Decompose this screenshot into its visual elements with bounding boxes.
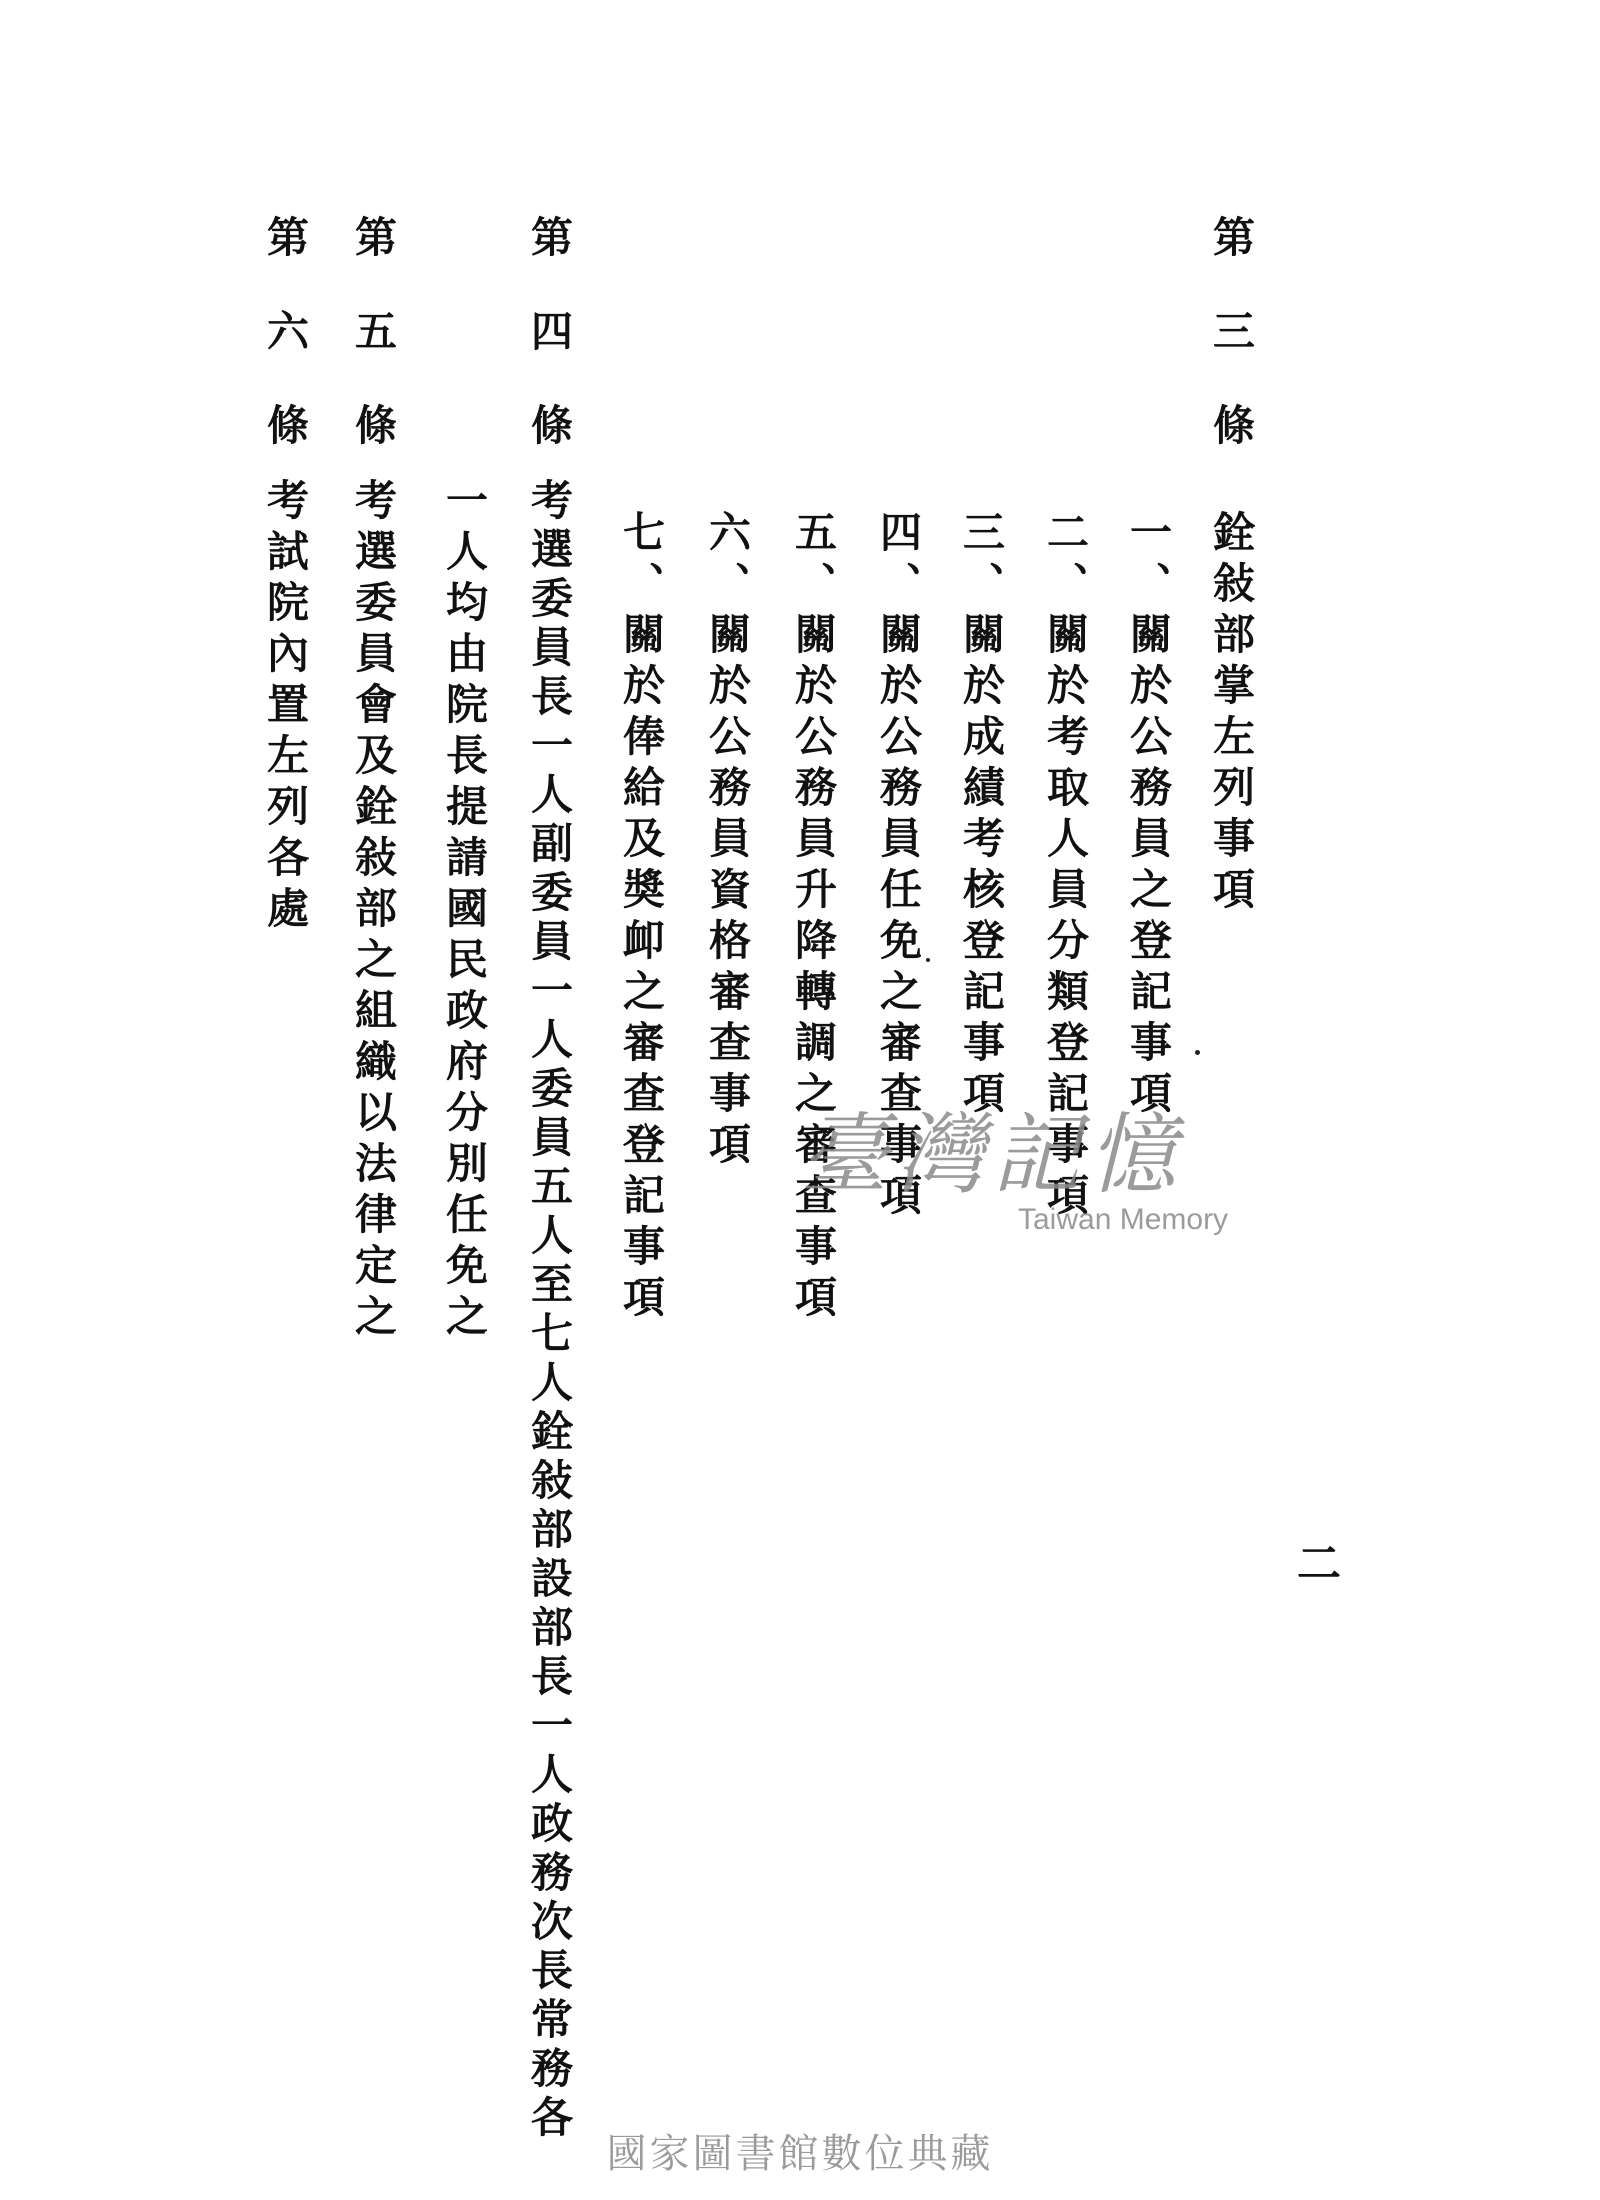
watermark-english: Taiwan Memory xyxy=(1018,1203,1229,1236)
article-3-item-3: 三、關於成績考核登記事項 xyxy=(957,510,1006,1122)
article-4-label: 第四條 xyxy=(525,215,574,497)
article-6-text: 考試院內置左列各處 xyxy=(261,478,310,937)
scan-speck xyxy=(1195,1050,1200,1055)
article-5-label: 第五條 xyxy=(349,215,398,497)
article-3-item-2: 二、關於考取人員分類登記事項 xyxy=(1041,510,1090,1224)
article-4-line-1: 考選委員長一人副委員一人委員五人至七人銓敍部設部長一人政務次長常務各 xyxy=(525,478,574,2144)
watermark-chinese: 臺灣記憶 xyxy=(800,1103,1185,1206)
article-3-item-5: 五、關於公務員升降轉調之審查事項 xyxy=(789,510,838,1326)
article-6-label: 第六條 xyxy=(261,215,310,497)
article-3-item-1: 一、關於公務員之登記事項 xyxy=(1124,510,1173,1122)
article-3-text: 銓敍部掌左列事項 xyxy=(1207,510,1256,918)
footer-collection-credit: 國家圖書館數位典藏 xyxy=(606,2131,994,2177)
article-3-item-4: 四、關於公務員任免之審查事項 xyxy=(874,510,923,1224)
scan-speck xyxy=(926,958,930,962)
page-number: 二 xyxy=(1289,1540,1340,1584)
article-3-item-7: 七、關於俸給及奬卹之審查登記事項 xyxy=(617,510,666,1326)
article-3-item-6: 六、關於公務員資格審查事項 xyxy=(703,510,752,1173)
taiwan-memory-watermark xyxy=(800,1085,1270,1265)
article-3-label: 第三條 xyxy=(1207,215,1256,497)
article-4-line-2: 一人均由院長提請國民政府分別任免之 xyxy=(440,478,489,1345)
article-5-text: 考選委員會及銓敍部之組織以法律定之 xyxy=(349,478,398,1345)
